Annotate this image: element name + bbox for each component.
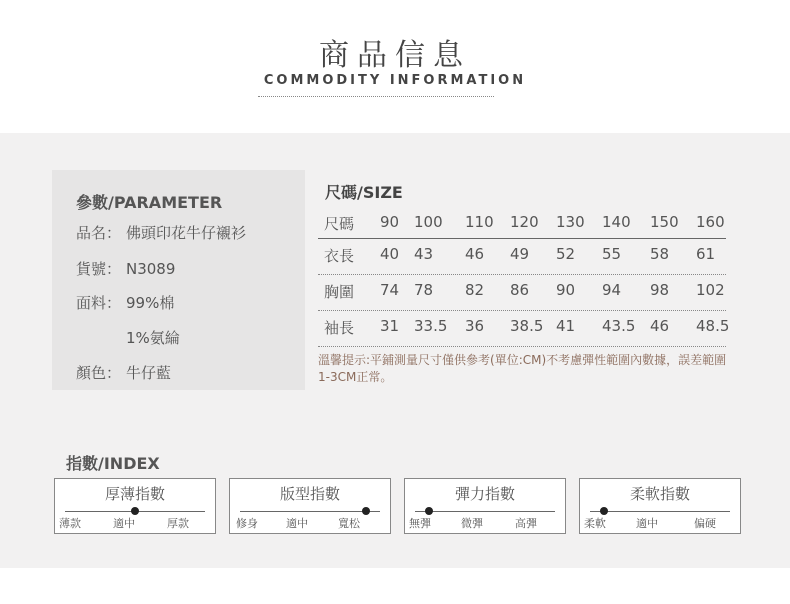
param-color-row bbox=[76, 362, 171, 383]
size-cell: 52 bbox=[556, 245, 576, 263]
parameter-title: 參數/PARAMETER bbox=[76, 193, 223, 212]
param-label: 貨號： bbox=[76, 260, 122, 278]
index-option: 寬松 bbox=[338, 517, 360, 530]
index-marker bbox=[425, 507, 433, 515]
size-cell: 55 bbox=[602, 245, 622, 263]
index-marker bbox=[362, 507, 370, 515]
index-box bbox=[54, 478, 216, 534]
param-value: 1%氨綸 bbox=[126, 329, 180, 347]
size-row-label: 胸圍 bbox=[324, 283, 355, 301]
index-option: 厚款 bbox=[167, 517, 189, 530]
index-option: 適中 bbox=[113, 517, 135, 530]
index-box-title: 厚薄指數 bbox=[104, 485, 165, 503]
size-cell: 43 bbox=[414, 245, 434, 263]
param-value: 99%棉 bbox=[126, 294, 175, 312]
param-label: 面料： bbox=[76, 294, 122, 312]
index-marker bbox=[131, 507, 139, 515]
size-cell: 90 bbox=[556, 281, 576, 299]
index-scale-line bbox=[590, 511, 730, 512]
index-title: 指數/INDEX bbox=[66, 454, 160, 473]
index-box bbox=[229, 478, 391, 534]
size-cell: 36 bbox=[465, 317, 485, 335]
index-option: 適中 bbox=[636, 517, 658, 530]
size-cell: 41 bbox=[556, 317, 576, 335]
page-title: 商品信息 bbox=[319, 38, 471, 73]
size-cell: 31 bbox=[380, 317, 400, 335]
param-value: 牛仔藍 bbox=[126, 364, 172, 382]
size-table bbox=[318, 210, 730, 347]
index-option: 微彈 bbox=[461, 517, 483, 530]
size-cell: 43.5 bbox=[602, 317, 636, 335]
param-label: 品名： bbox=[76, 224, 122, 242]
index-option: 偏硬 bbox=[694, 517, 716, 530]
size-cell: 74 bbox=[380, 281, 400, 299]
param-name-row bbox=[76, 222, 246, 243]
size-cell: 98 bbox=[650, 281, 670, 299]
size-row-label: 衣長 bbox=[324, 247, 355, 265]
size-title: 尺碼/SIZE bbox=[325, 183, 403, 202]
size-cell: 46 bbox=[650, 317, 670, 335]
page-subtitle: COMMODITY INFORMATION bbox=[263, 73, 527, 88]
index-box-title: 柔軟指數 bbox=[629, 485, 690, 503]
index-scale-line bbox=[415, 511, 555, 512]
size-cell: 90 bbox=[380, 213, 400, 231]
size-cell: 33.5 bbox=[414, 317, 448, 335]
size-cell: 38.5 bbox=[510, 317, 544, 335]
size-row bbox=[318, 275, 726, 311]
size-cell: 46 bbox=[465, 245, 485, 263]
param-value: 佛頭印花牛仔襯衫 bbox=[126, 224, 247, 242]
index-marker bbox=[600, 507, 608, 515]
size-cell: 140 bbox=[602, 213, 631, 231]
size-cell: 130 bbox=[556, 213, 585, 231]
size-cell: 49 bbox=[510, 245, 530, 263]
index-option: 高彈 bbox=[515, 517, 537, 530]
index-option: 柔軟 bbox=[584, 517, 606, 530]
size-row-label: 尺碼 bbox=[324, 215, 355, 233]
size-row-label: 袖長 bbox=[324, 319, 355, 337]
size-cell: 94 bbox=[602, 281, 622, 299]
size-row bbox=[318, 311, 730, 347]
size-cell: 82 bbox=[465, 281, 485, 299]
size-cell: 40 bbox=[380, 245, 400, 263]
size-cell: 110 bbox=[465, 213, 494, 231]
size-cell: 160 bbox=[696, 213, 725, 231]
index-box-title: 彈力指數 bbox=[454, 485, 515, 503]
size-cell: 58 bbox=[650, 245, 670, 263]
param-item-no-row bbox=[76, 258, 175, 279]
size-cell: 100 bbox=[414, 213, 443, 231]
index-box-title: 版型指數 bbox=[279, 485, 340, 503]
index-option: 無彈 bbox=[409, 517, 431, 530]
size-cell: 86 bbox=[510, 281, 530, 299]
size-row bbox=[318, 239, 726, 275]
param-value: N3089 bbox=[126, 260, 176, 278]
size-header-row bbox=[318, 210, 726, 239]
index-box bbox=[404, 478, 566, 534]
size-cell: 61 bbox=[696, 245, 716, 263]
size-cell: 120 bbox=[510, 213, 539, 231]
param-fabric-row bbox=[76, 292, 174, 313]
size-note: 溫馨提示:平鋪測量尺寸僅供參考(單位:CM)不考慮彈性範圍內數據，誤差範圍1-3CM正常。 bbox=[318, 353, 727, 384]
size-cell: 78 bbox=[414, 281, 434, 299]
index-scale-line bbox=[240, 511, 380, 512]
size-cell: 102 bbox=[696, 281, 725, 299]
size-cell: 150 bbox=[650, 213, 679, 231]
index-box bbox=[579, 478, 741, 534]
param-label: 顏色： bbox=[76, 364, 122, 382]
size-cell: 48.5 bbox=[696, 317, 730, 335]
param-fabric-row-2 bbox=[76, 327, 180, 348]
index-option: 適中 bbox=[286, 517, 308, 530]
index-option: 薄款 bbox=[59, 517, 81, 530]
index-option: 修身 bbox=[236, 517, 258, 530]
title-divider bbox=[258, 96, 494, 97]
